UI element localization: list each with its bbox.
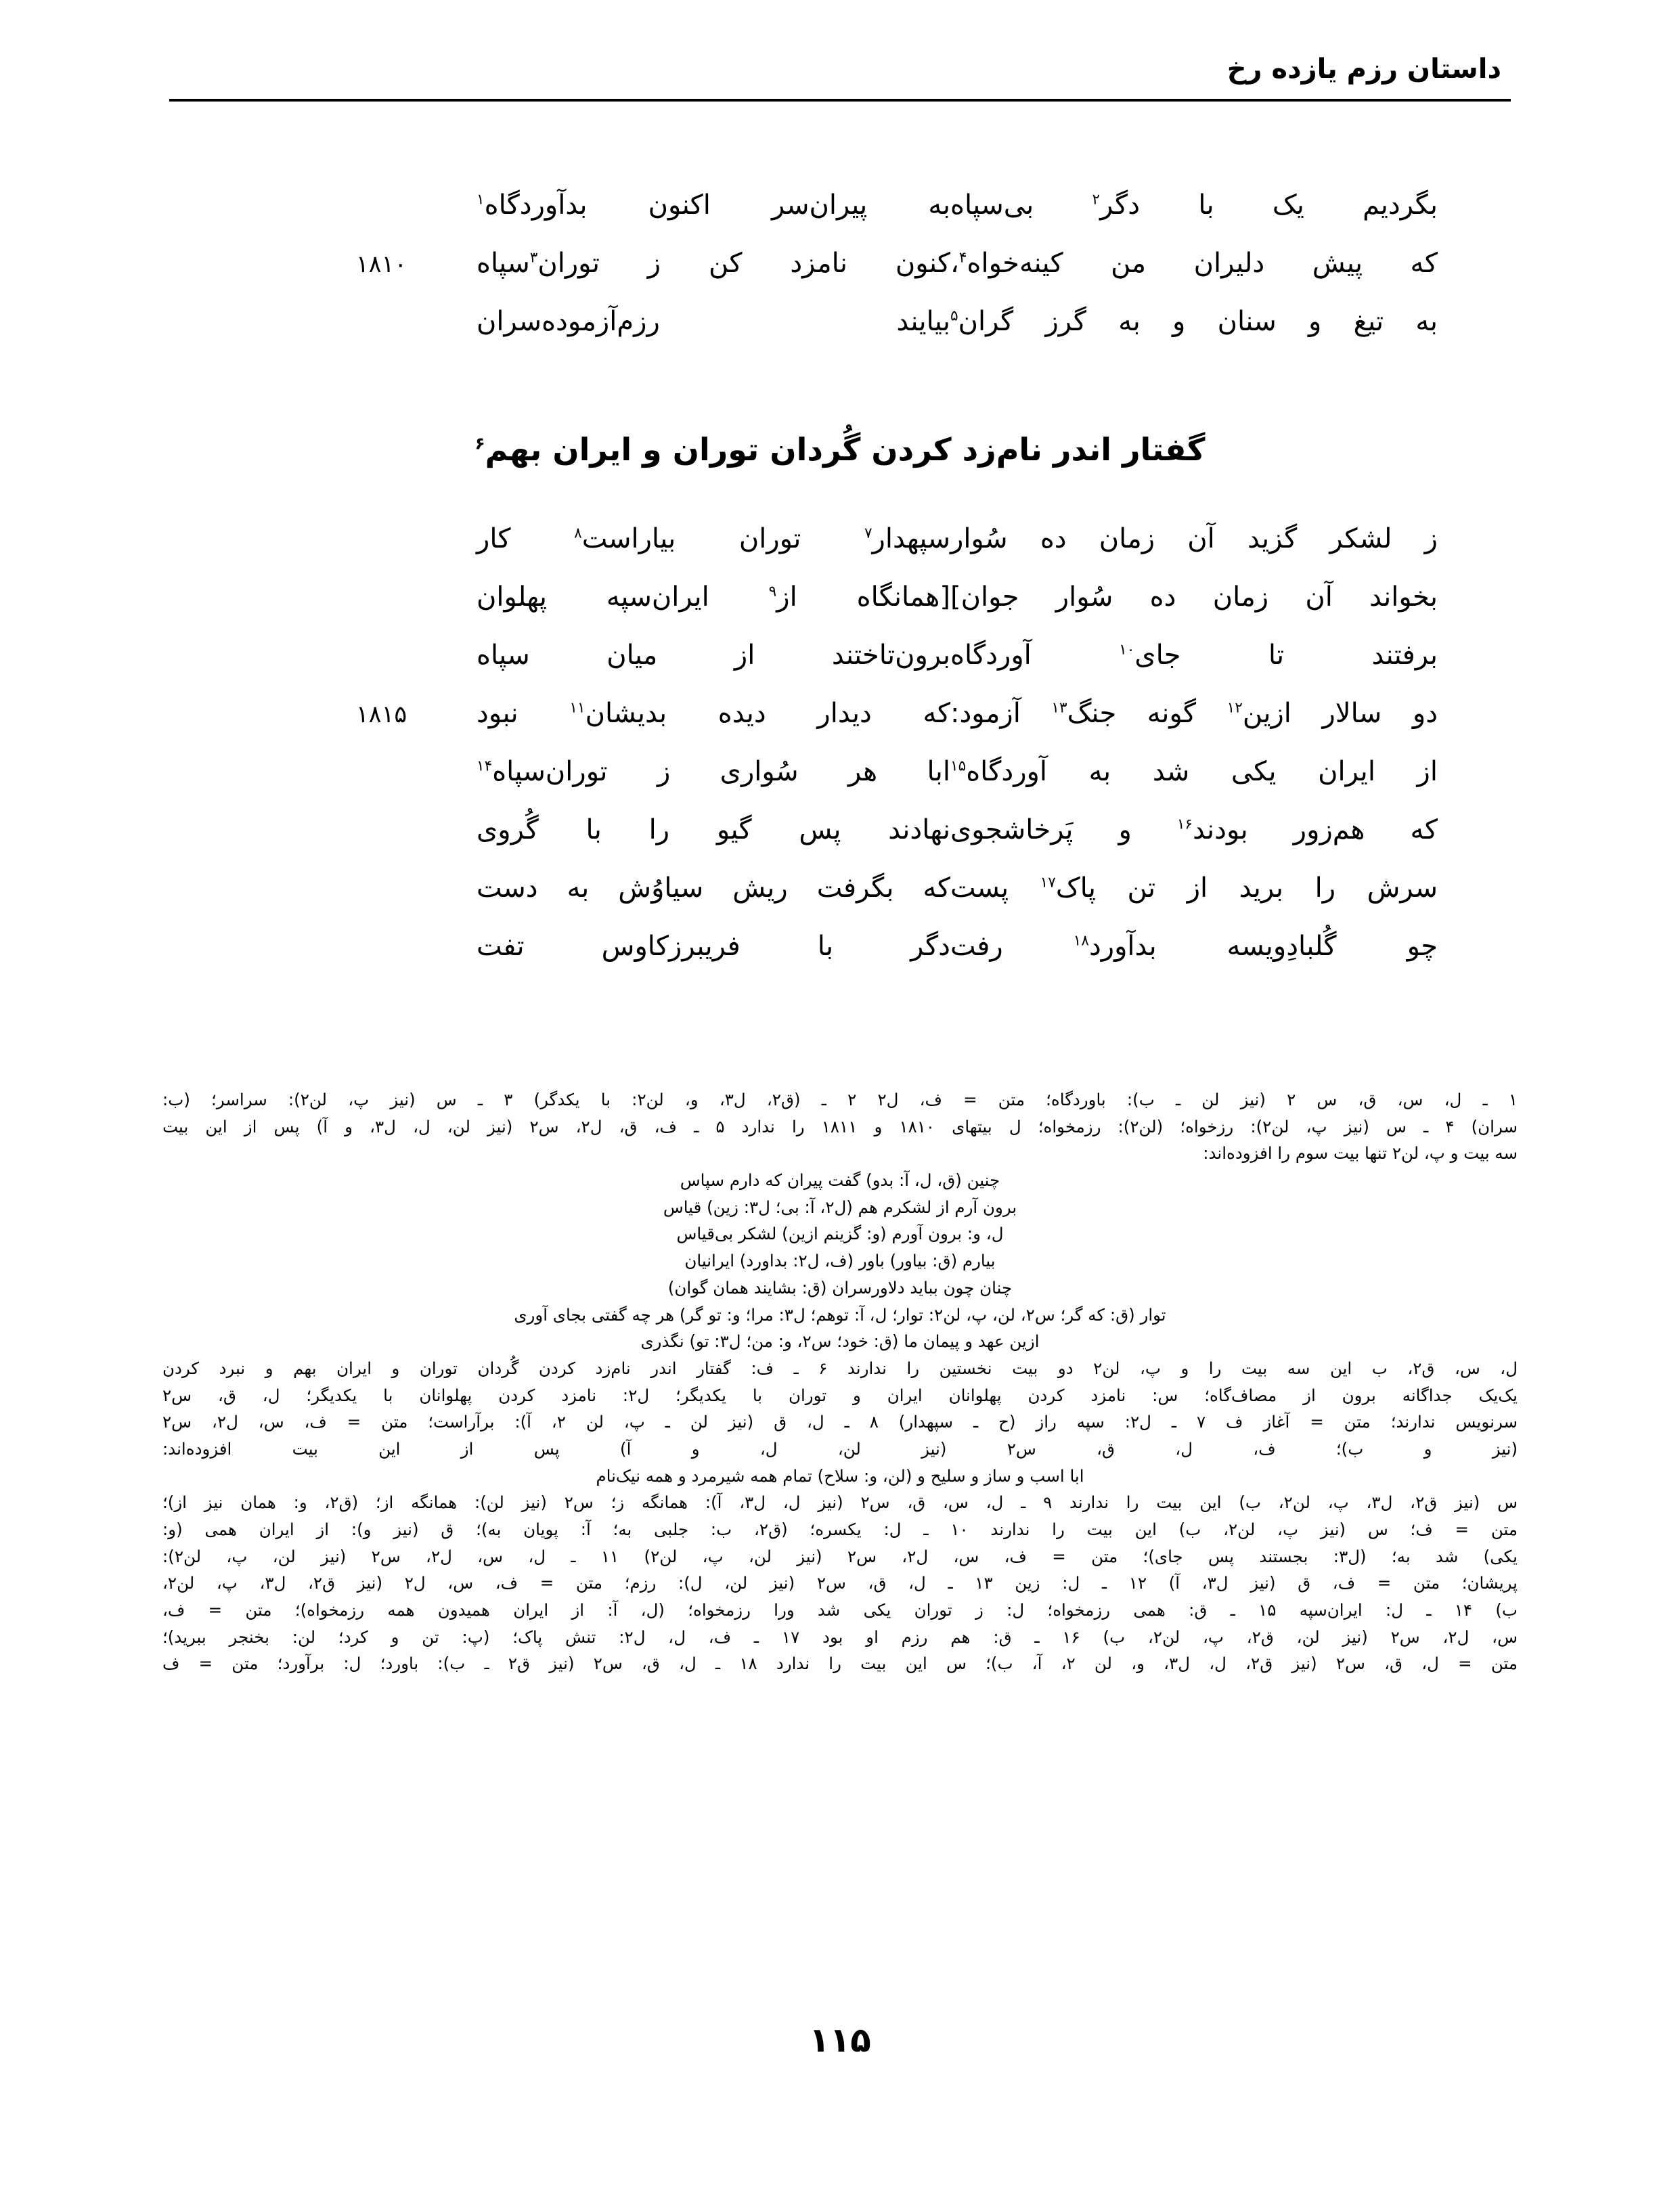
verse-line (169, 191, 1511, 249)
verse-number: ۱۸۱۵ (356, 701, 407, 728)
verse-block-one (169, 191, 1511, 366)
apparatus-line: ۱ ـ ل، س، ق، س ۲ (نیز لن ـ ب): باوردگاه؛ متن = ف، ل۲ ۲ ـ (ق۲، ل۳، و، لن۲: با یکدگر) ۳ ـ س (نیز پ، لن۲): سراسر؛ (ب: (162, 1090, 1518, 1109)
verse-line (169, 583, 1511, 641)
footnote-ref: ۶ (474, 433, 485, 454)
footnote-ref: ۱۶ (1176, 816, 1193, 833)
apparatus-line: س (نیز ق۲، ل۳، پ، لن۲، ب) این بیت را ندارند ۹ ـ ل، س، ق، س۲ (نیز ل، ل۳، آ): همانگه ز؛ س۲ (نیز لن): همانگه از؛ (ق۲، و: همان نیز از)؛ (162, 1492, 1518, 1513)
apparatus-variant-verse: ل، و: برون آورم (و: گزینم ازین) لشکر بی‌قیاس (676, 1224, 1004, 1244)
apparatus-variant-verse: ازین عهد و پیمان ما (ق: خود؛ س۲، و: من؛ ل۳: تو) نگذری (640, 1331, 1040, 1352)
hemistich-b: ز لشکر گزید آن زمان ده سُوار (950, 523, 1438, 554)
apparatus-variant-verse: بیارم (ق: بیاور) باور (ف، ل۲: بداورد) ایرانیان (684, 1251, 996, 1271)
hemistich-a: که دیدار دیده بدیشان$^{۱۱}$ نبود (477, 698, 950, 729)
verse-line (169, 874, 1511, 932)
hemistich-b: از ایران یکی شد به آوردگاه$^{۱۵}$ (950, 756, 1438, 787)
footnote-ref: ۱۰ (1119, 641, 1135, 659)
footnote-ref: ۲ (1092, 191, 1101, 208)
hemistich-b: چو گُلبادِویسه بدآورد$^{۱۸}$ رفت (950, 931, 1438, 962)
apparatus-variant-verse: برون آرم از لشکرم هم (ل۲، آ: بی؛ ل۳: زین) قیاس (663, 1197, 1017, 1217)
verse-number: ۱۸۱۰ (356, 251, 407, 278)
footnote-ref: ۱۸ (1073, 932, 1089, 950)
footnote-ref: ۳ (529, 249, 538, 267)
hemistich-a: به پیران‌سر اکنون بدآوردگاه$^۱$ (477, 190, 950, 221)
section-heading (169, 431, 1511, 468)
apparatus-variant-verse: چنان چون بباید دلاورسران (ق: بشایند همان گوان) (667, 1277, 1013, 1298)
hemistich-b: بگردیم یک با دگر$^۲$ بی‌سپاه (950, 190, 1438, 221)
apparatus-variant-verse: توار (ق: که گر؛ س۲، لن، پ، لن۲: توار؛ ل، آ: توهم؛ ل۳: مرا؛ و: تو گر) هر چه گفتی بجای آوری (514, 1304, 1166, 1325)
apparatus-line: متن = ف؛ س (نیز پ، لن۲، ب) این بیت را ندارند ۱۰ ـ ل: یکسره؛ (ق۲، ب: جلبی به؛ آ: پویان به)؛ ق (نیز و): از ایران همی (و: (162, 1520, 1518, 1539)
apparatus-line: ب) ۱۴ ـ ل: ایران‌سپه ۱۵ ـ ق: همی رزمخواه؛ ل: ز توران یکی شد ورا رزمخواه؛ (ل، آ: از ایران همیدون همه رزمخواه)؛ متن = ف، (162, 1600, 1518, 1620)
verse-line (169, 641, 1511, 699)
apparatus-line: (نیز و ب)؛ ف، ل، ق، س۲ (نیز لن، ل، و آ) پس از این بیت افزوده‌اند: (162, 1438, 1518, 1459)
verse-line (169, 816, 1511, 874)
footnote-ref: ۱ (477, 191, 485, 208)
apparatus-variant-verse: ابا اسب و ساز و سلیح و (لن، و: سلاح) تمام همه شیرمرد و همه نیک‌نام (596, 1465, 1084, 1486)
page-header (169, 53, 1511, 102)
hemistich-a: [همانگاه از$^۹$ ایران‌سپه پهلوان (477, 581, 950, 613)
apparatus-line: یکی) شد به؛ (ل۳: بجستند پس جای)؛ متن = ف، س، ل۲، س۲ (نیز لن، پ، لن۲) ۱۱ ـ ل، س، ل۲، س۲ (نیز لن، پ، لن۲): (162, 1546, 1518, 1566)
hemistich-b: سرش را برید از تن پاک$^{۱۷}$ پست (950, 872, 1438, 904)
footnote-ref: ۷ (864, 525, 872, 542)
footnote-ref: ۸ (574, 525, 582, 542)
apparatus-variant-verse: چنین (ق، ل، آ: بدو) گفت پیران که دارم سپاس (680, 1170, 1000, 1191)
hemistich-b: که پیش دلیران من کینه‌خواه$^۴$، (950, 248, 1438, 279)
hemistich-b: برفتند تا جای$^{۱۰}$ آوردگاه (950, 640, 1438, 671)
verse-line (169, 249, 1511, 307)
hemistich-a: سپهدار$^۷$ توران بیاراست$^۸$ کار (477, 523, 950, 554)
hemistich-b: به تیغ و سنان و به گرز گران$^۵$ (950, 306, 1438, 337)
hemistich-b: دو سالار ازین$^{۱۲}$ گونه جنگ$^{۱۳}$ آزمود: (950, 698, 1438, 729)
hemistich-a: نهادند پس گیو را با گُروی (477, 814, 950, 845)
critical-apparatus (162, 1086, 1518, 1677)
verse-line (169, 757, 1511, 816)
footnote-ref: ۱۲ (1226, 699, 1243, 717)
hemistich-a: که بگرفت ریش سیاوُش به دست (477, 872, 950, 904)
running-title: داستان رزم یازده رخ (1226, 53, 1501, 85)
footnote-ref: ۱۷ (1040, 874, 1056, 891)
apparatus-line: سه بیت و پ، لن۲ تنها بیت سوم را افزوده‌اند: (1203, 1143, 1518, 1164)
hemistich-b: بخواند آن زمان ده سُوار جوان] (950, 581, 1438, 613)
verse-line (169, 307, 1511, 366)
apparatus-line: سران) ۴ ـ س (نیز پ، لن۲): رزخواه؛ (لن۲): رزمخواه؛ ل بیتهای ۱۸۱۰ و ۱۸۱۱ را ندارد ۵ ـ ف، ق، ل۲، س۲ (نیز لن، ل، ل۳، و آ) پس از این بیت (162, 1116, 1518, 1136)
footnote-ref: ۱۳ (1051, 699, 1067, 717)
page-number: ۱۱۵ (809, 2020, 871, 2060)
hemistich-b: که هم‌زور بودند$^{۱۶}$ و پَرخاشجوی (950, 814, 1438, 845)
footnote-ref: ۴ (958, 249, 967, 267)
footnote-ref: ۱۵ (950, 757, 967, 775)
hemistich-a: دگر با فریبرزکاوس تفت (477, 931, 950, 962)
verse-line (169, 932, 1511, 990)
apparatus-line: پریشان؛ متن = ف، ق (نیز ل۳، آ) ۱۲ ـ ل: زین ۱۳ ـ ل، ق، س۲ (نیز لن، ل): رزم؛ متن = ف، س، ل۲ (نیز ق۲، ل۳، پ، لن۲، (162, 1573, 1518, 1593)
hemistich-a: بیایند رزم‌آزموده‌سران (477, 306, 950, 337)
apparatus-line: سرنویس ندارند؛ متن = آغاز ف ۷ ـ ل۲: سپه راز (ح ـ سپهدار) ۸ ـ ل، ق (نیز لن ـ پ، لن ۲، آ): برآراست؛ متن = ف، س، ل۲، س۲ (162, 1412, 1518, 1432)
hemistich-a: کنون نامزد کن ز توران$^۳$سپاه (477, 248, 950, 279)
section-heading-text: گفتار اندر نام‌زد کردن گُردان توران و ایران بهم (485, 431, 1206, 468)
verse-line (169, 525, 1511, 583)
footnote-ref: ۱۱ (569, 699, 585, 717)
footnote-ref: ۹ (768, 583, 777, 600)
header-rule (169, 99, 1511, 102)
apparatus-line: یک‌یک جداگانه برون از مصاف‌گاه؛ س: نامزد کردن پهلوانان ایران و توران با یکدیگر؛ ل۲: نامزد کردن پهلوانان با یکدیگر؛ ل، ق، س۲ (162, 1385, 1518, 1405)
footnote-ref: ۱۴ (477, 757, 493, 775)
footnote-ref: ۵ (950, 307, 958, 325)
apparatus-line: س، ل۲، س۲ (نیز لن، ق۲، پ، لن۲، ب) ۱۶ ـ ق: هم رزم او بود ۱۷ ـ ف، ل، ل۲: تنش پاک؛ (پ: تن و کرد؛ لن: بخنجر ببرید)؛ (162, 1627, 1518, 1647)
apparatus-line: ل، س، ق۲، ب این سه بیت را و پ، لن۲ دو بیت نخستین را ندارند ۶ ـ ف: گفتار اندر نام‌زد کردن گُردان توران و ایران بهم و نبرد کردن (162, 1358, 1518, 1378)
verse-line (169, 699, 1511, 757)
hemistich-a: برون‌تاختند از میان سپاه (477, 640, 950, 671)
verse-block-two (169, 525, 1511, 990)
apparatus-line: متن = ل، ق، س۲ (نیز ق۲، ل، ل۳، و، لن ۲، آ، ب)؛ س این بیت را ندارد ۱۸ ـ ل، ق، س۲ (نیز ق۲ ـ ب): باورد؛ ل: برآورد؛ متن = ف (162, 1654, 1518, 1674)
hemistich-a: ابا هر سُواری ز توران‌سپاه$^{۱۴}$ (477, 756, 950, 787)
